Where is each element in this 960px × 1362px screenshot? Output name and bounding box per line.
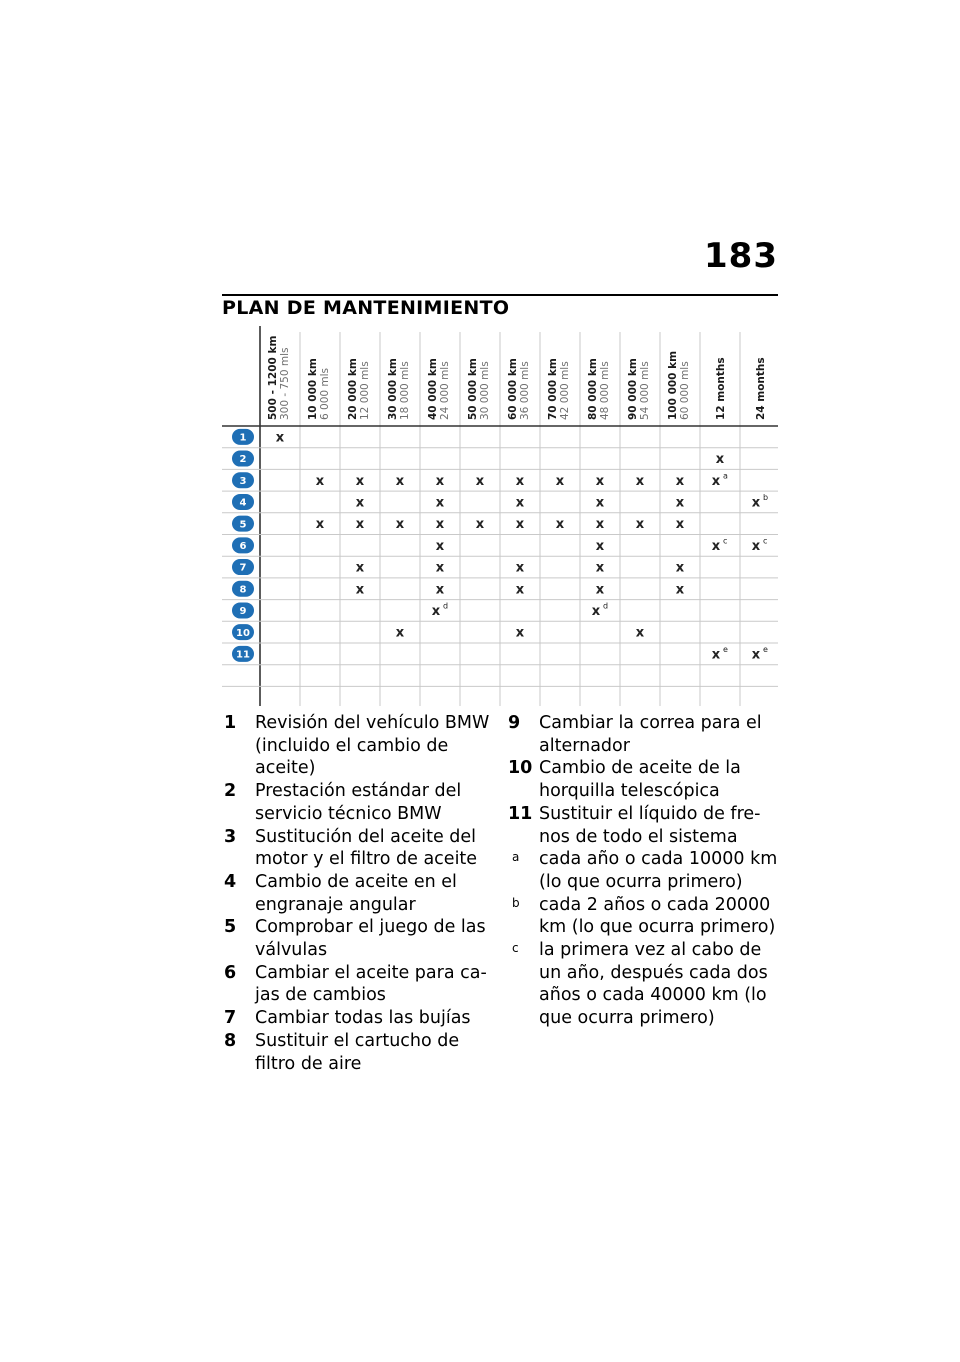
schedule-mark: x (515, 582, 525, 598)
row-badge-number: 10 (236, 627, 250, 639)
legend-text: Sustituir el líquido de fre-nos de todo el sistema (539, 803, 761, 847)
legend-text: Sustituir el cartucho de filtro de aire (255, 1030, 460, 1074)
legend-key: 11 (508, 803, 533, 824)
schedule-mark: x (675, 560, 685, 576)
legend-entry-5 (224, 916, 492, 961)
column-header-km: 10 000 km (307, 358, 319, 420)
footnote-key: b (512, 895, 520, 910)
legend-left (224, 712, 492, 1075)
legend-key: 2 (224, 781, 237, 802)
column-header (667, 351, 691, 420)
legend-entry-4 (224, 871, 492, 916)
legend-key: 7 (224, 1008, 237, 1029)
column-header (587, 358, 611, 420)
schedule-mark: x (635, 517, 645, 533)
row-badge-number: 5 (239, 519, 247, 531)
column-header-km: 70 000 km (547, 358, 559, 420)
row-badge-number: 11 (236, 649, 250, 661)
column-header-km: 80 000 km (587, 358, 599, 420)
schedule-mark: x (635, 473, 645, 489)
schedule-mark: x (515, 495, 525, 511)
column-header (627, 358, 651, 420)
schedule-mark: x (595, 517, 605, 533)
column-header-km: 50 000 km (467, 358, 479, 420)
column-header (547, 358, 571, 420)
column-header (387, 358, 411, 420)
row-badge-5 (232, 516, 254, 532)
column-header-mls: 18 000 mls (399, 361, 411, 420)
footnote-text: cada año o cada 10000 km (lo que ocurra primero) (539, 849, 778, 892)
row-badge-number: 3 (239, 475, 247, 487)
schedule-mark: x (711, 473, 721, 489)
schedule-footnote-ref: a (723, 471, 728, 481)
legend-key: 4 (224, 871, 237, 892)
legend-text: Cambio de aceite en el engranaje angular (255, 871, 457, 915)
schedule-grid (222, 326, 778, 706)
column-header-km: 40 000 km (427, 358, 439, 420)
schedule-mark: x (515, 560, 525, 576)
legend-text: Comprobar el juego de las válvulas (255, 917, 486, 961)
column-header (347, 358, 371, 420)
schedule-footnote-ref: d (443, 601, 449, 611)
column-header (467, 358, 491, 420)
row-badge-10 (232, 624, 254, 640)
column-header (755, 357, 767, 420)
row-badge-1 (232, 429, 254, 445)
legend-entry-10 (508, 757, 778, 802)
schedule-mark: x (355, 517, 365, 533)
schedule-mark: x (711, 538, 721, 554)
schedule-mark: x (751, 647, 761, 663)
legend-key: 8 (224, 1030, 237, 1051)
legend-entry-2 (224, 780, 492, 825)
header-rule (222, 294, 778, 296)
schedule-mark: x (675, 517, 685, 533)
schedule-mark: x (751, 538, 761, 554)
schedule-mark: x (315, 517, 325, 533)
footnote-key: a (512, 850, 520, 865)
column-header-mls: 54 000 mls (639, 361, 651, 420)
schedule-mark: x (315, 473, 325, 489)
footnote-b (508, 894, 778, 939)
schedule-mark: x (355, 560, 365, 576)
schedule-mark: x (435, 538, 445, 554)
legend-text: Cambiar el aceite para ca-jas de cambios (255, 962, 487, 1006)
row-badge-7 (232, 559, 254, 575)
schedule-mark: x (595, 495, 605, 511)
schedule-mark: x (435, 560, 445, 576)
row-badge-2 (232, 451, 254, 467)
legend-text: Sustitución del aceite del motor y el filtro de aceite (255, 826, 478, 870)
schedule-mark: x (675, 473, 685, 489)
column-header-km: 20 000 km (347, 358, 359, 420)
page-number: 183 (704, 236, 778, 276)
legend-text: Cambiar la correa para el alternador (539, 713, 762, 756)
schedule-footnote-ref: c (763, 536, 768, 546)
column-header (307, 358, 331, 420)
legend-key: 6 (224, 962, 237, 983)
schedule-footnote-ref: b (763, 492, 769, 502)
column-header (267, 336, 291, 420)
row-badge-number: 9 (239, 606, 247, 618)
column-header-mls: 48 000 mls (599, 361, 611, 420)
column-header (715, 357, 727, 420)
column-header-mls: 300 - 750 mls (279, 347, 291, 420)
schedule-mark: x (355, 473, 365, 489)
schedule-mark: x (515, 625, 525, 641)
column-header-km: 500 - 1200 km (267, 335, 279, 420)
legend-text: Cambiar todas las bujías (255, 1008, 471, 1029)
footnote-key: c (512, 941, 519, 956)
schedule-mark: x (675, 582, 685, 598)
legend-entry-6 (224, 962, 492, 1007)
column-header-mls: 42 000 mls (559, 361, 571, 420)
legend-key: 9 (508, 713, 521, 733)
footnote-a (508, 848, 778, 893)
row-badge-number: 4 (239, 497, 247, 509)
legend-key: 1 (224, 713, 237, 733)
schedule-footnote-ref: c (723, 536, 728, 546)
row-badge-number: 8 (239, 584, 247, 596)
legend-text: Revisión del vehículo BMW (incluido el cambio de aceite) (255, 713, 490, 779)
legend-key: 5 (224, 917, 237, 938)
schedule-mark: x (751, 495, 761, 511)
schedule-mark: x (435, 582, 445, 598)
row-badge-number: 2 (239, 454, 247, 466)
schedule-mark: x (595, 582, 605, 598)
schedule-mark: x (595, 473, 605, 489)
row-badge-4 (232, 494, 254, 510)
section-title: PLAN DE MANTENIMIENTO (222, 297, 510, 319)
schedule-mark: x (435, 473, 445, 489)
legend-key: 10 (508, 758, 533, 779)
column-header-mls: 36 000 mls (519, 361, 531, 420)
column-header-mls: 30 000 mls (479, 361, 491, 420)
column-header-months: 12 months (715, 357, 727, 420)
column-header-months: 24 months (755, 357, 767, 420)
schedule-mark: x (635, 625, 645, 641)
column-header-km: 30 000 km (387, 358, 399, 420)
column-header (507, 358, 531, 420)
column-header-mls: 6 000 mls (319, 367, 331, 420)
schedule-mark: x (675, 495, 685, 511)
column-header-km: 60 000 km (507, 358, 519, 420)
schedule-mark: x (435, 495, 445, 511)
schedule-mark: x (515, 517, 525, 533)
schedule-mark: x (395, 625, 405, 641)
schedule-mark: x (475, 473, 485, 489)
legend-entry-7 (224, 1007, 492, 1030)
schedule-mark: x (555, 473, 565, 489)
legend-text: Cambio de aceite de la horquilla telescópica (539, 758, 741, 802)
column-header-mls: 24 000 mls (439, 361, 451, 420)
row-badge-number: 6 (239, 540, 247, 552)
schedule-mark: x (355, 495, 365, 511)
schedule-footnote-ref: d (603, 601, 609, 611)
legend-entry-11 (508, 803, 778, 848)
row-badge-9 (232, 602, 254, 618)
legend-entry-8 (224, 1030, 492, 1075)
schedule-mark: x (435, 517, 445, 533)
schedule-mark: x (711, 647, 721, 663)
schedule-mark: x (515, 473, 525, 489)
footnote-text: la primera vez al cabo de un año, después cada dos años o cada 40000 km (lo que ocurra primero) (539, 940, 768, 1029)
schedule-mark: x (475, 517, 485, 533)
schedule-footnote-ref: e (763, 644, 768, 654)
schedule-mark: x (355, 582, 365, 598)
schedule-mark: x (595, 538, 605, 554)
schedule-mark: x (431, 603, 441, 619)
schedule-mark: x (275, 430, 285, 446)
column-header-km: 100 000 km (667, 350, 679, 420)
schedule-mark: x (395, 517, 405, 533)
legend-key: 3 (224, 826, 237, 847)
row-badge-8 (232, 581, 254, 597)
legend-right (508, 712, 778, 1030)
schedule-mark: x (595, 560, 605, 576)
column-header (427, 358, 451, 420)
footnote-text: cada 2 años o cada 20000 km (lo que ocurra primero) (539, 894, 776, 938)
footnote-c (508, 939, 778, 1030)
schedule-mark: x (715, 452, 725, 468)
column-header-mls: 60 000 mls (679, 361, 691, 420)
legend-entry-9 (508, 712, 778, 757)
row-badge-3 (232, 472, 254, 488)
row-badge-6 (232, 537, 254, 553)
legend-text: Prestación estándar del servicio técnico BMW (255, 781, 462, 824)
legend-entry-1 (224, 712, 492, 780)
row-badge-number: 7 (239, 562, 247, 574)
column-header-mls: 12 000 mls (359, 361, 371, 420)
maintenance-schedule-table (222, 326, 778, 706)
row-badge-number: 1 (239, 432, 247, 444)
schedule-footnote-ref: e (723, 644, 728, 654)
schedule-mark: x (395, 473, 405, 489)
schedule-mark: x (591, 603, 601, 619)
column-header-km: 90 000 km (627, 358, 639, 420)
schedule-mark: x (555, 517, 565, 533)
legend-entry-3 (224, 826, 492, 871)
row-badge-11 (232, 646, 254, 662)
